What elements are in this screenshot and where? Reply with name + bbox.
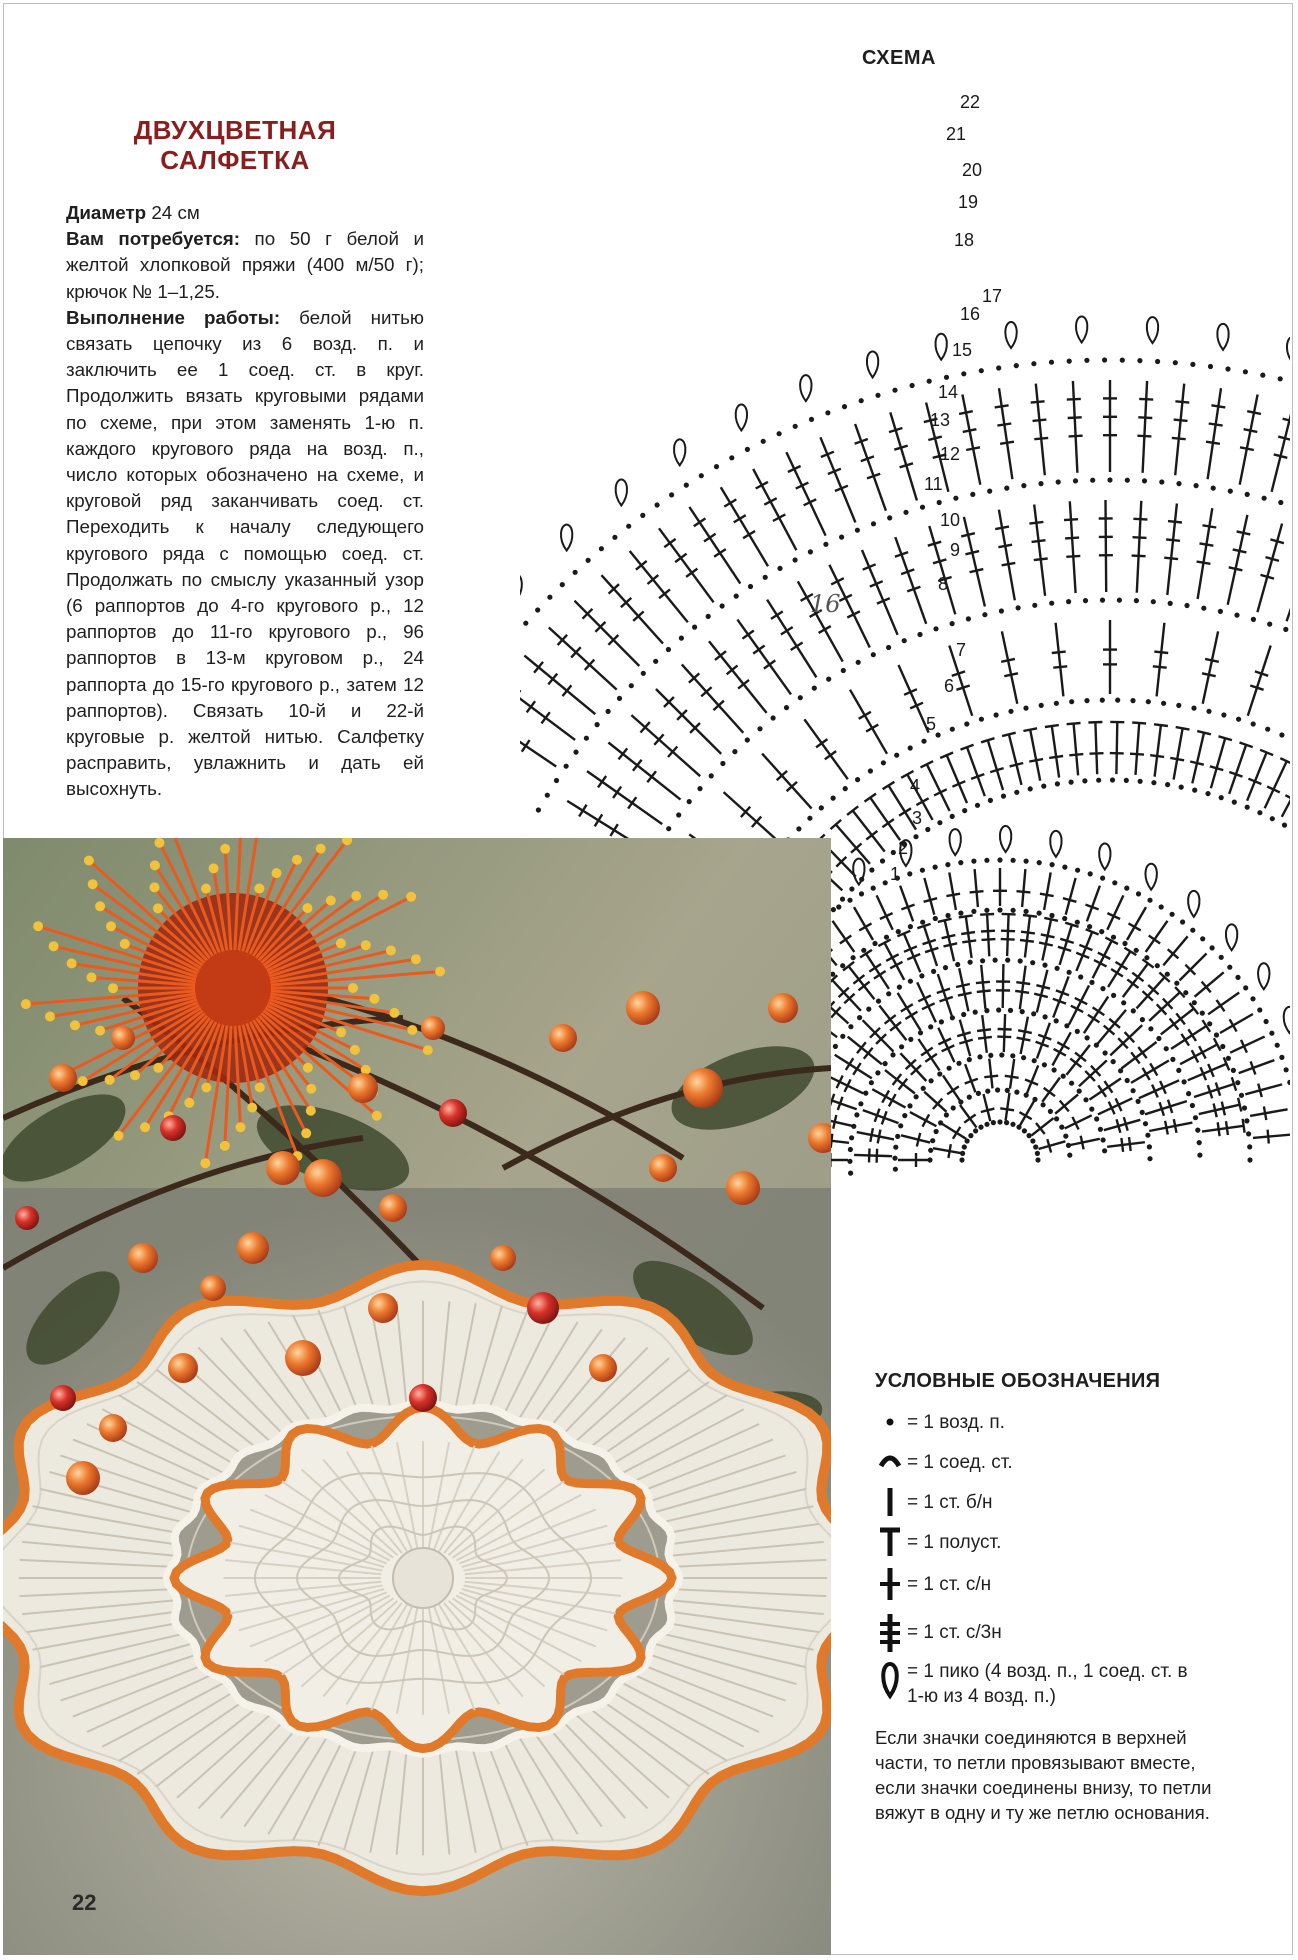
diameter-value: 24 см [151, 202, 200, 223]
row-number-label: 2 [898, 838, 909, 858]
arc-icon [875, 1443, 905, 1483]
materials-paragraph [66, 226, 424, 305]
instructions [66, 200, 424, 803]
legend-item-text: = 1 ст. б/н [907, 1492, 993, 1513]
legend-item [875, 1523, 1275, 1563]
legend-item-text: = 1 полуст. [907, 1532, 1002, 1553]
legend-item-text: = 1 пико (4 возд. п., 1 соед. ст. в 1-ю из 4 возд. п.) [907, 1661, 1188, 1707]
triple-cross-bar-icon [875, 1613, 905, 1653]
title-line-1: ДВУХЦВЕТНАЯ [133, 115, 337, 145]
cross-bar-icon [875, 1565, 905, 1605]
row-number-label: 7 [956, 640, 967, 660]
row-number-label: 1 [890, 864, 901, 884]
legend-item [875, 1403, 1275, 1443]
work-text: белой нитью связать цепочку из 6 возд. п. и заключить ее 1 соед. ст. в круг. Продолжить вязать круговыми рядами по схеме, при этом заменять 1-ю п. каждого кругового ряда на возд. п., число которых обозначено на схеме, и круговой ряд заканчивать соед. ст. Переходить к началу следующего кругового ряда с помощью соед. ст. Продолжать по смыслу указанный узор (6 раппортов до 4-го кругового р., 12 раппортов до 11-го кругового р., 96 раппортов в 13-м круговом р., 24 раппорта до 15-го кругового р., затем 12 раппортов). Связать 10-й и 22-й круговые р. желтой нитью. Салфетку расправить, увлажнить и дать ей высохнуть. [66, 306, 425, 800]
row-number-label: 15 [952, 340, 973, 360]
row-number-label: 22 [960, 92, 981, 112]
row-number-label: 19 [958, 192, 979, 212]
legend-item-text: = 1 ст. с/3н [907, 1622, 1002, 1643]
legend [875, 1370, 1275, 1825]
doily-photo [3, 838, 831, 1955]
legend-item [875, 1443, 1275, 1483]
legend-item [875, 1483, 1275, 1523]
page-number: 22 [72, 1890, 97, 1915]
picot-icon [875, 1659, 905, 1699]
legend-items [875, 1403, 1275, 1713]
row-number-label: 8 [938, 574, 949, 594]
row-number-label: 20 [962, 160, 983, 180]
work-label: Выполнение работы: [66, 306, 281, 328]
row-number-label: 16 [960, 304, 981, 324]
row-number-label: 11 [924, 474, 943, 494]
row-number-label: 18 [954, 230, 975, 250]
diameter-paragraph [66, 200, 424, 226]
row-number-label: 12 [940, 444, 961, 464]
row-number-label: 17 [982, 286, 1003, 306]
legend-item [875, 1659, 1275, 1713]
legend-item-text: = 1 возд. п. [907, 1412, 1005, 1433]
materials-text: по 50 г белой и желтой хлопковой пряжи (400 м/50 г); крючок № 1–1,25. [66, 228, 424, 302]
bar-icon [875, 1483, 905, 1523]
work-paragraph [66, 305, 424, 803]
materials-label: Вам потребуется: [66, 228, 241, 250]
scheme-heading: СХЕМА [862, 47, 936, 69]
title-line-2: САЛФЕТКА [160, 145, 310, 175]
row-number-label: 3 [912, 808, 923, 828]
t-bar-icon [875, 1523, 905, 1563]
article-title [100, 115, 370, 175]
handwritten-mark: 16 [810, 590, 841, 618]
row-number-label: 13 [930, 410, 951, 430]
row-number-label: 4 [910, 776, 921, 796]
legend-item-text: = 1 ст. с/н [907, 1574, 992, 1595]
row-number-label: 10 [940, 510, 961, 530]
row-number-label: 5 [926, 714, 937, 734]
legend-item-text: = 1 соед. ст. [907, 1452, 1013, 1473]
legend-title: УСЛОВНЫЕ ОБОЗНАЧЕНИЯ [875, 1370, 1161, 1392]
legend-note: Если значки соединяются в верхней части, то петли провязывают вместе, если значки соединены внизу, то петли вяжут в одну и ту же петлю основания. [875, 1727, 1212, 1823]
legend-item [875, 1607, 1275, 1659]
dot-icon [875, 1403, 905, 1443]
row-number-label: 14 [938, 382, 959, 402]
legend-item [875, 1563, 1275, 1607]
row-number-label: 6 [944, 676, 955, 696]
diameter-label: Диаметр [66, 202, 147, 223]
row-number-label: 9 [950, 540, 961, 560]
row-number-label: 21 [946, 124, 967, 144]
